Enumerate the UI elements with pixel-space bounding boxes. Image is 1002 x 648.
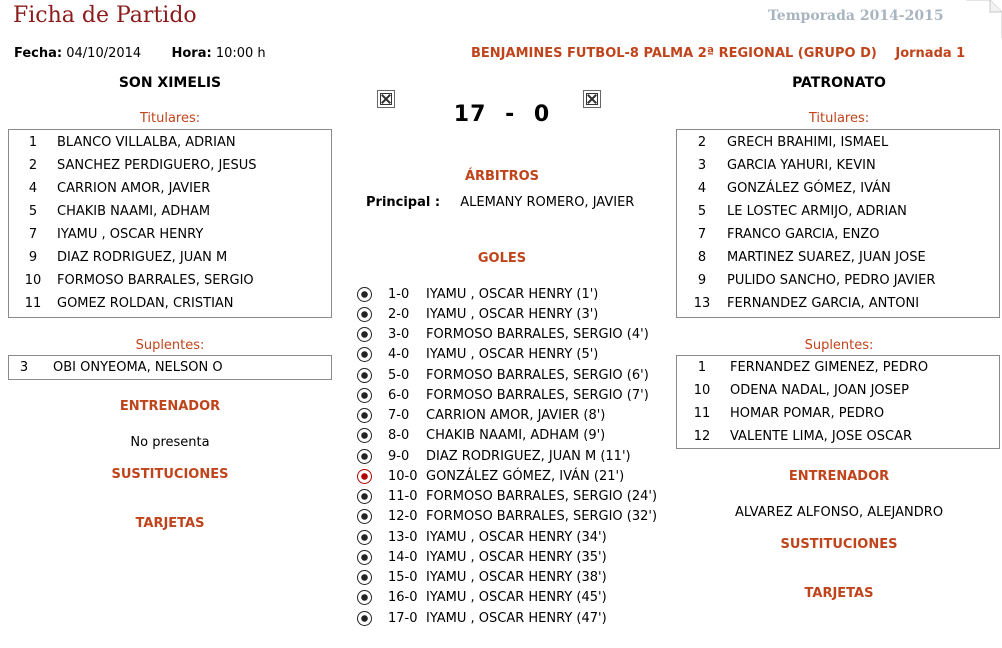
goal-row — [357, 608, 657, 628]
soccer-ball-icon — [357, 347, 372, 362]
soccer-ball-icon — [357, 611, 372, 626]
soccer-ball-icon — [357, 388, 372, 403]
player-number: 4 — [28, 181, 38, 196]
page-title: Ficha de Partido — [13, 3, 197, 28]
goal-row — [357, 304, 657, 324]
time-label: Hora: — [171, 46, 212, 61]
player-row — [9, 246, 331, 269]
soccer-ball-icon — [357, 530, 372, 545]
player-name: VALENTE LIMA, JOSE OSCAR — [730, 429, 913, 444]
goal-scorer: FORMOSO BARRALES, SERGIO (6') — [426, 367, 649, 383]
goal-score: 7-0 — [388, 408, 410, 424]
away-subs-title: Suplentes: — [804, 338, 874, 353]
away-coach-name: ALVAREZ ALFONSO, ALEJANDRO — [734, 505, 944, 520]
goal-row — [357, 426, 657, 446]
player-number: 7 — [28, 227, 38, 242]
player-number: 9 — [28, 250, 38, 265]
home-starters-title: Titulares: — [139, 111, 201, 126]
player-row — [677, 425, 999, 448]
player-row — [677, 154, 999, 177]
goal-row — [357, 385, 657, 405]
match-date: 04/10/2014 — [66, 46, 142, 61]
home-coach-title: ENTRENADOR — [119, 399, 221, 414]
home-substitutions-title: SUSTITUCIONES — [111, 467, 229, 482]
player-row — [9, 356, 331, 379]
player-name: FERNANDEZ GIMENEZ, PEDRO — [730, 360, 929, 375]
soccer-ball-icon — [357, 408, 372, 423]
home-starters-list — [8, 129, 332, 318]
goal-scorer: DIAZ RODRIGUEZ, JUAN M (11') — [426, 448, 631, 464]
page-corner-icon — [966, 0, 1002, 38]
goal-scorer: IYAMU , OSCAR HENRY (3') — [426, 306, 599, 322]
goal-score: 9-0 — [388, 448, 410, 464]
goal-row — [357, 547, 657, 567]
away-subs-list — [676, 355, 1000, 449]
goal-row — [357, 466, 657, 486]
goal-row — [357, 507, 657, 527]
goal-scorer: GONZÁLEZ GÓMEZ, IVÁN (21') — [426, 468, 625, 484]
goal-score: 17-0 — [388, 610, 418, 626]
player-row — [677, 356, 999, 379]
home-subs-title: Suplentes: — [135, 338, 205, 353]
player-number: 1 — [697, 360, 707, 375]
goal-scorer: IYAMU , OSCAR HENRY (34') — [426, 529, 607, 545]
away-coach-title: ENTRENADOR — [788, 469, 890, 484]
player-name: SANCHEZ PERDIGUERO, JESUS — [57, 158, 257, 173]
player-row — [677, 379, 999, 402]
soccer-ball-icon — [357, 368, 372, 383]
competition-name: BENJAMINES FUTBOL-8 PALMA 2ª REGIONAL (GRUPO D) — [471, 46, 877, 61]
player-row — [9, 269, 331, 292]
player-number: 12 — [693, 429, 711, 444]
away-starters-title: Titulares: — [808, 111, 870, 126]
player-row — [677, 269, 999, 292]
goal-score: 14-0 — [388, 549, 418, 565]
player-number: 1 — [28, 135, 38, 150]
player-number: 9 — [697, 273, 707, 288]
goal-score: 4-0 — [388, 347, 410, 363]
player-number: 2 — [697, 135, 707, 150]
away-score: 0 — [533, 102, 551, 127]
goal-scorer: IYAMU , OSCAR HENRY (45') — [426, 590, 607, 606]
player-name: MARTINEZ SUAREZ, JUAN JOSE — [727, 250, 926, 265]
player-row — [9, 200, 331, 223]
goal-score: 12-0 — [388, 509, 418, 525]
own-goal-ball-icon — [357, 469, 372, 484]
player-row — [677, 200, 999, 223]
goal-score: 1-0 — [388, 286, 410, 302]
goal-row — [357, 345, 657, 365]
home-score: 17 — [453, 102, 487, 127]
player-row — [9, 292, 331, 315]
soccer-ball-icon — [357, 428, 372, 443]
date-label: Fecha: — [14, 46, 63, 61]
player-number: 4 — [697, 181, 707, 196]
player-row — [677, 246, 999, 269]
goal-score: 6-0 — [388, 387, 410, 403]
player-name: CHAKIB NAAMI, ADHAM — [57, 204, 211, 219]
player-row — [677, 177, 999, 200]
goal-row — [357, 446, 657, 466]
player-number: 10 — [693, 383, 711, 398]
soccer-ball-icon — [357, 287, 372, 302]
player-row — [677, 292, 999, 315]
competition-info — [471, 46, 965, 61]
player-row — [677, 402, 999, 425]
soccer-ball-icon — [357, 489, 372, 504]
soccer-ball-icon — [357, 550, 372, 565]
player-row — [677, 131, 999, 154]
match-score — [440, 102, 564, 127]
goal-scorer: CHAKIB NAAMI, ADHAM (9') — [426, 428, 606, 444]
player-number: 8 — [697, 250, 707, 265]
score-separator: - — [505, 102, 516, 127]
goal-scorer: IYAMU , OSCAR HENRY (1') — [426, 286, 599, 302]
home-team-badge-icon — [377, 90, 395, 108]
goals-title: GOLES — [477, 251, 527, 266]
home-team-name: SON XIMELIS — [118, 75, 222, 91]
soccer-ball-icon — [357, 590, 372, 605]
player-name: ODENA NADAL, JOAN JOSEP — [730, 383, 909, 398]
player-name: LE LOSTEC ARMIJO, ADRIAN — [727, 204, 907, 219]
goal-row — [357, 487, 657, 507]
goal-row — [357, 365, 657, 385]
home-coach-name: No presenta — [130, 435, 210, 450]
player-row — [9, 154, 331, 177]
referee-role: Principal : — [366, 195, 441, 210]
player-row — [9, 131, 331, 154]
goal-row — [357, 527, 657, 547]
away-starters-list — [676, 129, 1000, 318]
goal-row — [357, 284, 657, 304]
player-name: GOMEZ ROLDAN, CRISTIAN — [57, 296, 234, 311]
away-cards-title: TARJETAS — [804, 586, 874, 601]
player-row — [9, 177, 331, 200]
goal-score: 10-0 — [388, 468, 418, 484]
player-number: 5 — [28, 204, 38, 219]
referee-name: ALEMANY ROMERO, JAVIER — [460, 195, 635, 210]
player-name: GRECH BRAHIMI, ISMAEL — [727, 135, 889, 150]
away-substitutions-title: SUSTITUCIONES — [780, 537, 898, 552]
goal-score: 11-0 — [388, 489, 418, 505]
jornada-label: Jornada 1 — [895, 46, 966, 61]
referees-title: ÁRBITROS — [464, 169, 540, 184]
soccer-ball-icon — [357, 449, 372, 464]
player-name: IYAMU , OSCAR HENRY — [57, 227, 204, 242]
goal-row — [357, 568, 657, 588]
goal-scorer: IYAMU , OSCAR HENRY (47') — [426, 610, 607, 626]
goal-row — [357, 588, 657, 608]
goal-score: 16-0 — [388, 590, 418, 606]
goal-score: 5-0 — [388, 367, 410, 383]
player-name: FERNANDEZ GARCIA, ANTONI — [727, 296, 920, 311]
match-time: 10:00 h — [215, 46, 266, 61]
goal-scorer: IYAMU , OSCAR HENRY (5') — [426, 347, 599, 363]
goal-scorer: IYAMU , OSCAR HENRY (38') — [426, 570, 607, 586]
player-number: 5 — [697, 204, 707, 219]
goal-row — [357, 325, 657, 345]
player-name: HOMAR POMAR, PEDRO — [730, 406, 885, 421]
player-name: GONZÁLEZ GÓMEZ, IVÁN — [727, 181, 891, 196]
player-number: 3 — [697, 158, 707, 173]
goal-scorer: FORMOSO BARRALES, SERGIO (32') — [426, 509, 658, 525]
season-label: Temporada 2014-2015 — [768, 8, 944, 24]
soccer-ball-icon — [357, 307, 372, 322]
goal-score: 13-0 — [388, 529, 418, 545]
goal-scorer: CARRION AMOR, JAVIER (8') — [426, 408, 606, 424]
goal-score: 15-0 — [388, 570, 418, 586]
player-number: 2 — [28, 158, 38, 173]
away-team-name: PATRONATO — [792, 75, 886, 91]
goal-scorer: FORMOSO BARRALES, SERGIO (24') — [426, 489, 658, 505]
player-number: 10 — [24, 273, 42, 288]
player-name: BLANCO VILLALBA, ADRIAN — [57, 135, 236, 150]
player-number: 3 — [19, 360, 29, 375]
player-name: CARRION AMOR, JAVIER — [57, 181, 211, 196]
player-row — [9, 223, 331, 246]
player-row — [677, 223, 999, 246]
goal-score: 3-0 — [388, 327, 410, 343]
player-number: 7 — [697, 227, 707, 242]
goal-scorer: FORMOSO BARRALES, SERGIO (7') — [426, 387, 649, 403]
goal-score: 2-0 — [388, 306, 410, 322]
player-name: GARCIA YAHURI, KEVIN — [727, 158, 876, 173]
goal-scorer: IYAMU , OSCAR HENRY (35') — [426, 549, 607, 565]
player-number: 13 — [693, 296, 711, 311]
player-name: PULIDO SANCHO, PEDRO JAVIER — [727, 273, 936, 288]
player-name: FORMOSO BARRALES, SERGIO — [57, 273, 254, 288]
soccer-ball-icon — [357, 509, 372, 524]
player-name: DIAZ RODRIGUEZ, JUAN M — [57, 250, 228, 265]
player-name: FRANCO GARCIA, ENZO — [727, 227, 880, 242]
goal-scorer: FORMOSO BARRALES, SERGIO (4') — [426, 327, 649, 343]
soccer-ball-icon — [357, 570, 372, 585]
home-subs-list — [8, 355, 332, 380]
goal-score: 8-0 — [388, 428, 410, 444]
soccer-ball-icon — [357, 327, 372, 342]
away-team-badge-icon — [583, 90, 601, 108]
match-meta — [14, 46, 266, 61]
referee-row — [366, 195, 634, 210]
player-number: 11 — [24, 296, 42, 311]
player-number: 11 — [693, 406, 711, 421]
goals-list — [357, 284, 657, 628]
home-cards-title: TARJETAS — [135, 516, 205, 531]
player-name: OBI ONYEOMA, NELSON O — [53, 360, 223, 375]
goal-row — [357, 406, 657, 426]
